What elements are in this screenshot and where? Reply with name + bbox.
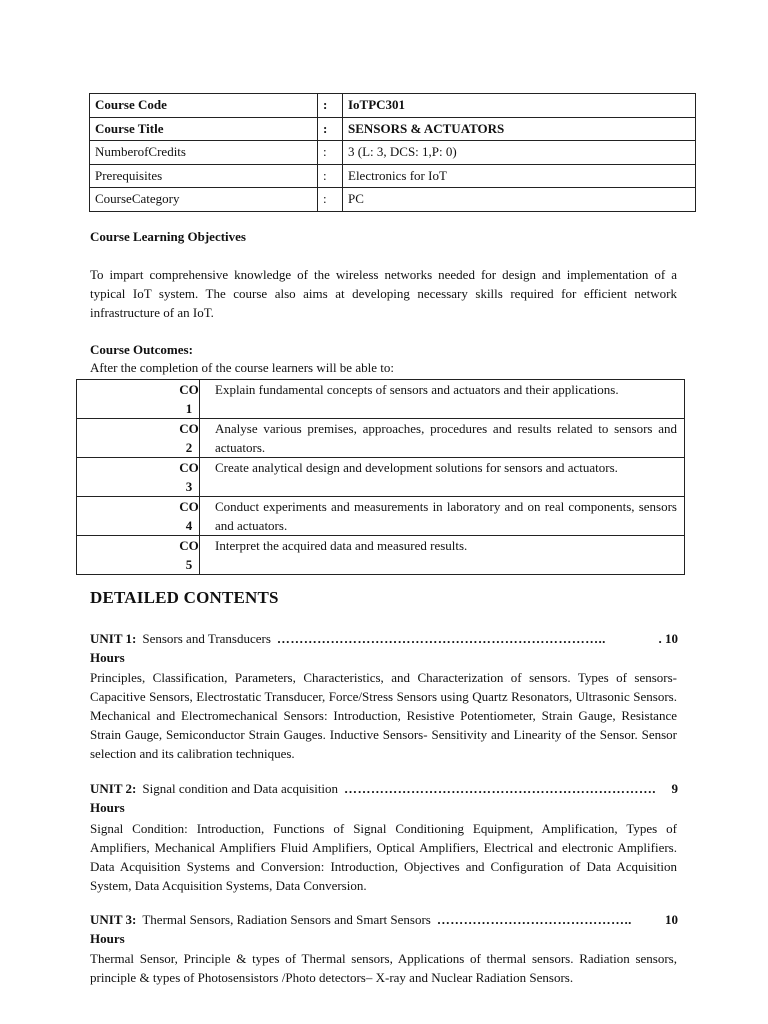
table-row — [90, 141, 696, 165]
hours-label: Hours — [90, 800, 125, 815]
unit-label: UNIT 3: — [90, 912, 137, 927]
credits-value: 3 (L: 3, DCS: 1,P: 0) — [343, 141, 696, 165]
prerequisites-key: Prerequisites — [90, 164, 318, 188]
hours-label: Hours — [90, 650, 125, 665]
separator-colon: : — [318, 188, 343, 212]
unit-hours: . 10 — [658, 631, 678, 646]
co-description: Conduct experiments and measurements in laboratory and on real components, sensors and actuators. — [200, 497, 685, 536]
co-number: 2 — [185, 440, 193, 455]
separator-colon: : — [318, 94, 343, 118]
course-info-table — [89, 93, 696, 212]
co-number: 5 — [185, 557, 193, 572]
table-row — [77, 497, 685, 536]
table-row — [90, 188, 696, 212]
co-label: CO — [179, 538, 199, 553]
table-row — [77, 419, 685, 458]
credits-key: NumberofCredits — [90, 141, 318, 165]
co-number: 3 — [185, 479, 193, 494]
co-id-cell — [77, 419, 200, 458]
co-id-cell — [77, 536, 200, 575]
table-row — [77, 380, 685, 419]
co-id-cell — [77, 458, 200, 497]
detailed-contents-heading: DETAILED CONTENTS — [90, 588, 279, 607]
outcomes-table — [76, 379, 685, 575]
co-number: 4 — [185, 518, 193, 533]
unit-1-header — [90, 630, 678, 649]
co-number: 1 — [185, 401, 193, 416]
table-row — [90, 117, 696, 141]
course-code-key: Course Code — [90, 94, 318, 118]
course-code-value: IoTPC301 — [343, 94, 696, 118]
separator-colon: : — [318, 117, 343, 141]
outcomes-intro: After the completion of the course learners will be able to: — [90, 360, 394, 375]
unit-title: Signal condition and Data acquisition — [142, 781, 339, 796]
unit-3-header — [90, 911, 678, 930]
objectives-heading: Course Learning Objectives — [90, 229, 246, 244]
separator-colon: : — [318, 141, 343, 165]
table-row — [90, 94, 696, 118]
unit-1-body: Principles, Classification, Parameters, Characteristics, and Characterization of sensors. Types of sensors- Capacitive Sensors, Electrostatic Transducer, Force/Stress Sensors using Quartz Resonators, Ultrasonic Sensors. Mechanical and Electromechanical Sensors: Introduction, Resistive Potentiometer, Strain Gauge, Resistance Strain Gauge, Semiconductor Strain Gauges. Inductive Sensors- Sensitivity and Linearity of the Sensor. Sensor selection and its calibration techniques. — [90, 670, 677, 761]
objectives-text: To impart comprehensive knowledge of the wireless networks needed for design and implementation of a typical IoT system. The course also aims at developing necessary skills required for efficient network infrastructure of an IoT. — [90, 267, 677, 320]
prerequisites-value: Electronics for IoT — [343, 164, 696, 188]
co-id-cell — [77, 380, 200, 419]
unit-3-body: Thermal Sensor, Principle & types of Thermal sensors, Applications of thermal sensors. Radiation sensors, principle & types of Photosensistors /Photo detectors– X-ray and Nuclear Radiation Sensors. — [90, 951, 677, 985]
co-label: CO — [179, 499, 199, 514]
co-id-cell — [77, 497, 200, 536]
co-description: Create analytical design and development solutions for sensors and actuators. — [200, 458, 685, 497]
co-label: CO — [179, 382, 199, 397]
separator-colon: : — [318, 164, 343, 188]
course-title-value: SENSORS & ACTUATORS — [343, 117, 696, 141]
table-row — [77, 536, 685, 575]
co-label: CO — [179, 460, 199, 475]
co-description: Explain fundamental concepts of sensors and actuators and their applications. — [200, 380, 685, 419]
table-row — [90, 164, 696, 188]
unit-title: Thermal Sensors, Radiation Sensors and Smart Sensors — [142, 912, 431, 927]
unit-2-header — [90, 780, 678, 799]
unit-label: UNIT 1: — [90, 631, 137, 646]
co-label: CO — [179, 421, 199, 436]
unit-title: Sensors and Transducers — [142, 631, 271, 646]
unit-label: UNIT 2: — [90, 781, 137, 796]
category-value: PC — [343, 188, 696, 212]
unit-hours: 10 — [665, 912, 678, 927]
co-description: Analyse various premises, approaches, procedures and results related to sensors and actuators. — [200, 419, 685, 458]
unit-hours: 9 — [671, 781, 678, 796]
table-row — [77, 458, 685, 497]
dot-leader: ……………………………………………………………. — [344, 781, 656, 796]
co-description: Interpret the acquired data and measured results. — [200, 536, 685, 575]
course-title-key: Course Title — [90, 117, 318, 141]
dot-leader: …………………………………….. — [436, 912, 632, 927]
unit-2-body: Signal Condition: Introduction, Functions of Signal Conditioning Equipment, Amplification, Types of Amplifiers, Mechanical Amplifiers Fluid Amplifiers, Optical Amplifiers, Electrical and electronic Amplifiers. Data Acquisition Systems and Conversion: Introduction, Objectives and Configuration of Data Acquisition System, Data Acquisition Systems, Data Conversion. — [90, 821, 677, 893]
category-key: CourseCategory — [90, 188, 318, 212]
outcomes-heading: Course Outcomes: — [90, 342, 193, 357]
hours-label: Hours — [90, 931, 125, 946]
dot-leader: ……………………………………………………………….. — [276, 631, 606, 646]
